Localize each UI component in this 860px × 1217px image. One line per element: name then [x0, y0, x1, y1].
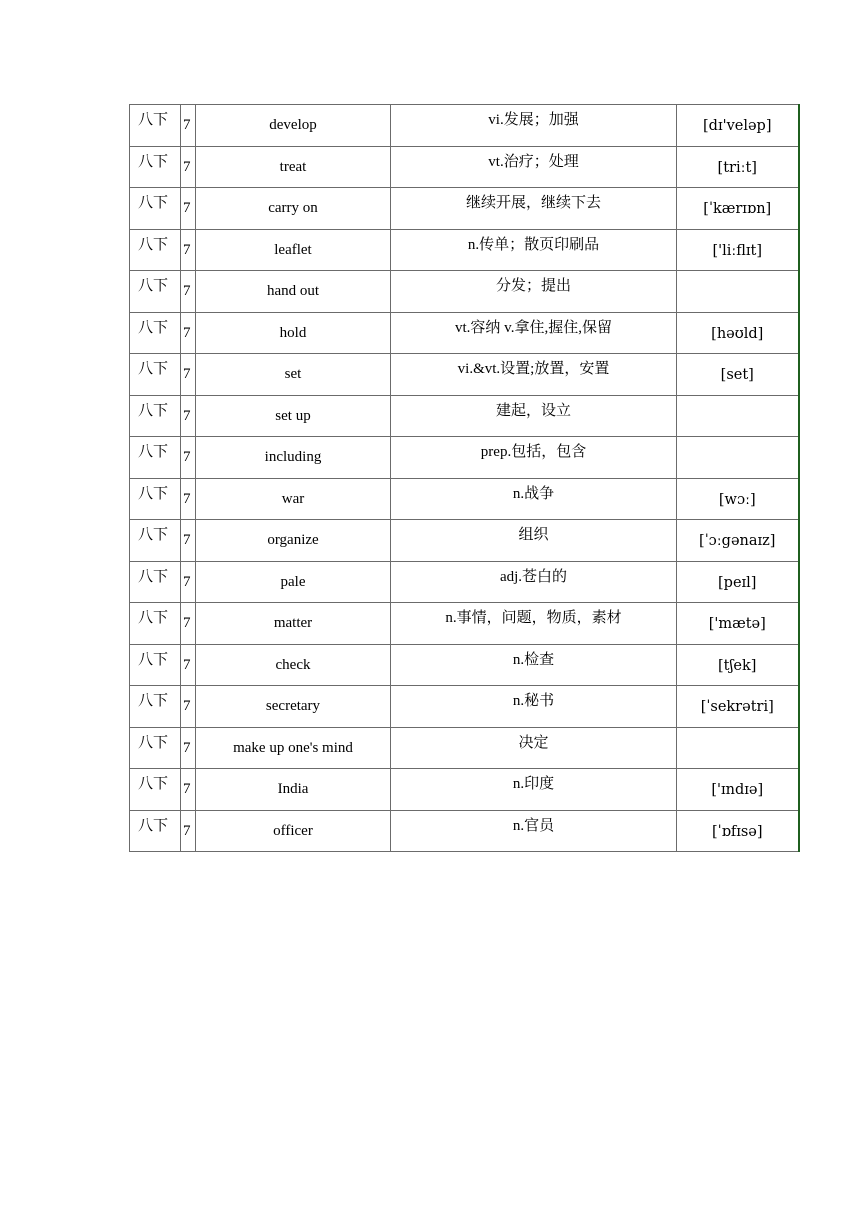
word-cell: carry on: [196, 188, 391, 230]
table-row: [130, 810, 799, 852]
phonetic-cell: [ˈkærɪɒn]: [677, 188, 799, 230]
table-row: [130, 105, 799, 147]
meaning-cell: n.检查: [391, 644, 677, 686]
phonetic-cell: [set]: [677, 354, 799, 396]
phonetic-cell: [677, 437, 799, 479]
table-row: [130, 520, 799, 562]
unit-cell: 7: [181, 105, 196, 147]
meaning-cell: 组织: [391, 520, 677, 562]
table-row: [130, 146, 799, 188]
table-row: [130, 437, 799, 479]
table-row: [130, 727, 799, 769]
vocabulary-table-body: [130, 105, 799, 852]
grade-cell: 八下: [130, 395, 181, 437]
grade-cell: 八下: [130, 354, 181, 396]
table-row: [130, 229, 799, 271]
phonetic-cell: [həʊld]: [677, 312, 799, 354]
grade-cell: 八下: [130, 727, 181, 769]
word-cell: check: [196, 644, 391, 686]
phonetic-cell: [peɪl]: [677, 561, 799, 603]
phonetic-cell: [triːt]: [677, 146, 799, 188]
table-row: [130, 354, 799, 396]
word-cell: including: [196, 437, 391, 479]
grade-cell: 八下: [130, 312, 181, 354]
table-row: [130, 271, 799, 313]
meaning-cell: 继续开展，继续下去: [391, 188, 677, 230]
word-cell: organize: [196, 520, 391, 562]
phonetic-cell: [ˈɒfɪsə]: [677, 810, 799, 852]
word-cell: treat: [196, 146, 391, 188]
grade-cell: 八下: [130, 561, 181, 603]
phonetic-cell: ['mætə]: [677, 603, 799, 645]
grade-cell: 八下: [130, 603, 181, 645]
grade-cell: 八下: [130, 520, 181, 562]
grade-cell: 八下: [130, 437, 181, 479]
meaning-cell: vi.发展；加强: [391, 105, 677, 147]
word-cell: develop: [196, 105, 391, 147]
meaning-cell: 分发；提出: [391, 271, 677, 313]
table-row: [130, 603, 799, 645]
meaning-cell: n.官员: [391, 810, 677, 852]
word-cell: officer: [196, 810, 391, 852]
grade-cell: 八下: [130, 229, 181, 271]
grade-cell: 八下: [130, 644, 181, 686]
phonetic-cell: [dɪ'veləp]: [677, 105, 799, 147]
unit-cell: 7: [181, 603, 196, 645]
meaning-cell: vi.&vt.设置;放置，安置: [391, 354, 677, 396]
phonetic-cell: [677, 727, 799, 769]
phonetic-cell: [tʃek]: [677, 644, 799, 686]
vocabulary-table: [129, 104, 800, 852]
meaning-cell: n.事情，问题，物质，素材: [391, 603, 677, 645]
word-cell: pale: [196, 561, 391, 603]
unit-cell: 7: [181, 561, 196, 603]
word-cell: hold: [196, 312, 391, 354]
unit-cell: 7: [181, 810, 196, 852]
phonetic-cell: [ˈɔːgənaɪz]: [677, 520, 799, 562]
unit-cell: 7: [181, 395, 196, 437]
unit-cell: 7: [181, 188, 196, 230]
phonetic-cell: ['ɪndɪə]: [677, 769, 799, 811]
meaning-cell: n.战争: [391, 478, 677, 520]
unit-cell: 7: [181, 478, 196, 520]
unit-cell: 7: [181, 146, 196, 188]
meaning-cell: n.印度: [391, 769, 677, 811]
unit-cell: 7: [181, 644, 196, 686]
meaning-cell: n.秘书: [391, 686, 677, 728]
meaning-cell: vt.容纳 v.拿住,握住,保留: [391, 312, 677, 354]
phonetic-cell: ['liːflɪt]: [677, 229, 799, 271]
table-row: [130, 644, 799, 686]
meaning-cell: n.传单；散页印刷品: [391, 229, 677, 271]
word-cell: leaflet: [196, 229, 391, 271]
phonetic-cell: [677, 395, 799, 437]
table-row: [130, 395, 799, 437]
table-row: [130, 312, 799, 354]
word-cell: secretary: [196, 686, 391, 728]
meaning-cell: adj.苍白的: [391, 561, 677, 603]
table-row: [130, 686, 799, 728]
unit-cell: 7: [181, 727, 196, 769]
meaning-cell: 建起，设立: [391, 395, 677, 437]
table-row: [130, 478, 799, 520]
table-row: [130, 561, 799, 603]
grade-cell: 八下: [130, 810, 181, 852]
meaning-cell: 决定: [391, 727, 677, 769]
grade-cell: 八下: [130, 271, 181, 313]
meaning-cell: vt.治疗；处理: [391, 146, 677, 188]
word-cell: India: [196, 769, 391, 811]
word-cell: set up: [196, 395, 391, 437]
table-row: [130, 188, 799, 230]
unit-cell: 7: [181, 312, 196, 354]
grade-cell: 八下: [130, 686, 181, 728]
grade-cell: 八下: [130, 478, 181, 520]
meaning-cell: prep.包括，包含: [391, 437, 677, 479]
word-cell: war: [196, 478, 391, 520]
unit-cell: 7: [181, 686, 196, 728]
grade-cell: 八下: [130, 146, 181, 188]
unit-cell: 7: [181, 437, 196, 479]
unit-cell: 7: [181, 354, 196, 396]
table-row: [130, 769, 799, 811]
word-cell: make up one's mind: [196, 727, 391, 769]
word-cell: matter: [196, 603, 391, 645]
grade-cell: 八下: [130, 105, 181, 147]
word-cell: set: [196, 354, 391, 396]
grade-cell: 八下: [130, 188, 181, 230]
phonetic-cell: [ˈsekrətri]: [677, 686, 799, 728]
unit-cell: 7: [181, 769, 196, 811]
grade-cell: 八下: [130, 769, 181, 811]
phonetic-cell: [wɔː]: [677, 478, 799, 520]
word-cell: hand out: [196, 271, 391, 313]
unit-cell: 7: [181, 229, 196, 271]
phonetic-cell: [677, 271, 799, 313]
unit-cell: 7: [181, 520, 196, 562]
unit-cell: 7: [181, 271, 196, 313]
